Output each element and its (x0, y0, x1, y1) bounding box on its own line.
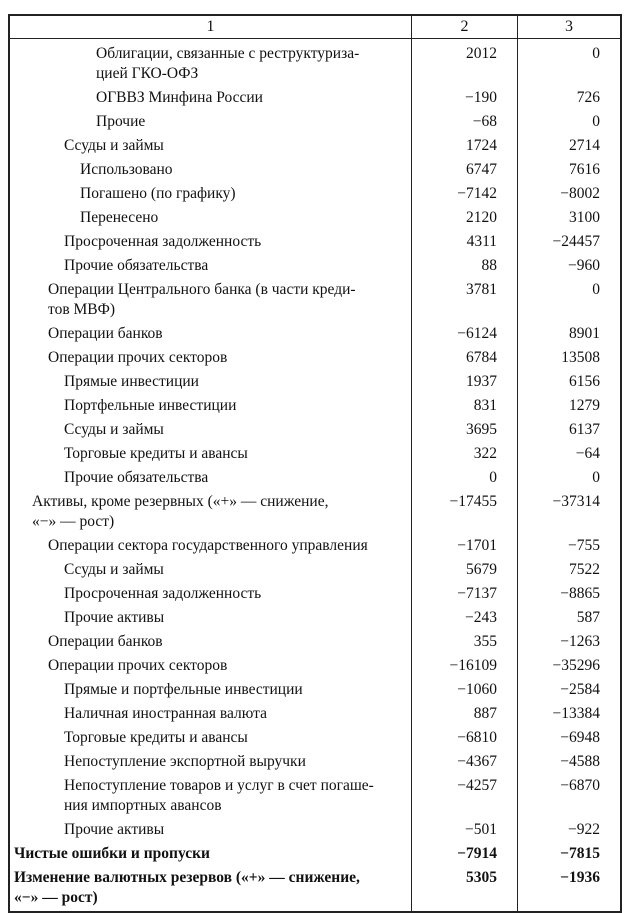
row-value-col-3: 587 (576, 609, 600, 626)
row-label: Прочие обязательства (10, 253, 412, 277)
row-value-col-3: −13384 (552, 705, 600, 722)
row-value-col-3: 2714 (569, 137, 600, 154)
row-label: Торговые кредиты и авансы (10, 441, 412, 465)
row-label: Прочие обязательства (10, 465, 412, 489)
row-value-col-3: −960 (568, 257, 600, 274)
table-row (10, 417, 620, 441)
header-col-2: 2 (412, 16, 518, 38)
row-label: Портфельные инвестиции (10, 393, 412, 417)
row-label-line: тов МВФ) (48, 301, 116, 318)
row-value-col-3: −7815 (560, 845, 600, 862)
row-value-col-3: 6137 (569, 421, 600, 438)
row-value-col-3: −4588 (560, 753, 600, 770)
table-row (10, 629, 620, 653)
row-label: Операции сектора государственного управления (10, 533, 412, 557)
row-value-col-2: −1060 (412, 677, 518, 701)
row-value-col-2: 831 (412, 393, 518, 417)
row-label: Ссуды и займы (10, 557, 412, 581)
row-value-col-2: −7142 (412, 181, 518, 205)
row-label: Ссуды и займы (10, 133, 412, 157)
row-value-col-3: −1263 (560, 633, 600, 650)
table-row (10, 85, 620, 109)
table-body (10, 39, 620, 911)
table-row (10, 441, 620, 465)
row-label: Использовано (10, 157, 412, 181)
row-value-col-2: −4367 (412, 749, 518, 773)
row-value-col-2: 1724 (412, 133, 518, 157)
header-col-1: 1 (10, 16, 412, 38)
row-label-line: Непоступление товаров и услуг в счет погаше- (64, 777, 374, 794)
row-value-col-3: 726 (576, 89, 600, 106)
row-value-col-2: 6747 (412, 157, 518, 181)
table-row (10, 181, 620, 205)
row-value-col-3: −2584 (560, 681, 600, 698)
table-row (10, 253, 620, 277)
table-row (10, 605, 620, 629)
row-value-col-2: −1701 (412, 533, 518, 557)
row-value-col-2: 2120 (412, 205, 518, 229)
row-value-col-2: 2012 (412, 39, 518, 85)
row-value-col-2: −16109 (412, 653, 518, 677)
row-label-line: Операции Центрального банка (в части креди- (48, 281, 356, 298)
row-label: Торговые кредиты и авансы (10, 725, 412, 749)
row-value-col-2: −7137 (412, 581, 518, 605)
row-label (10, 489, 412, 533)
row-value-col-2: 3781 (412, 277, 518, 321)
row-value-col-2: −6810 (412, 725, 518, 749)
row-label: Ссуды и займы (10, 417, 412, 441)
table-row (10, 369, 620, 393)
row-label: Операции прочих секторов (10, 653, 412, 677)
row-label-line: Изменение валютных резервов («+» — снижение, (14, 869, 360, 886)
row-value-col-3: −922 (568, 821, 600, 838)
table-row (10, 701, 620, 725)
row-label: Операции банков (10, 321, 412, 345)
row-label-line: «−» — рост) (14, 889, 98, 906)
row-label-line: Облигации, связанные с реструктуриза- (96, 45, 360, 62)
row-label: Чистые ошибки и пропуски (10, 841, 412, 865)
row-label: Просроченная задолженность (10, 229, 412, 253)
table-row (10, 557, 620, 581)
row-value-col-2: 88 (412, 253, 518, 277)
header-col-3: 3 (565, 18, 573, 35)
table-row (10, 725, 620, 749)
row-value-col-3: −755 (568, 537, 600, 554)
row-value-col-3: −8002 (560, 185, 600, 202)
table-row (10, 393, 620, 417)
row-label (10, 865, 412, 911)
table-row (10, 157, 620, 181)
row-value-col-3: −64 (575, 445, 600, 462)
row-label (10, 277, 412, 321)
row-value-col-3: 7522 (569, 561, 600, 578)
row-value-col-3: 0 (592, 469, 600, 486)
row-value-col-2: −501 (412, 817, 518, 841)
row-value-col-2: −68 (412, 109, 518, 133)
table-header-row (10, 16, 620, 39)
row-value-col-3: −24457 (552, 233, 600, 250)
row-label: Прямые инвестиции (10, 369, 412, 393)
row-label: Погашено (по графику) (10, 181, 412, 205)
row-value-col-3: 1279 (569, 397, 600, 414)
row-label-line: цией ГКО-ОФЗ (96, 65, 199, 82)
row-value-col-3: 0 (592, 45, 600, 62)
row-label (10, 773, 412, 817)
row-value-col-2: −17455 (412, 489, 518, 533)
table-row (10, 677, 620, 701)
row-label: Просроченная задолженность (10, 581, 412, 605)
row-value-col-3: −35296 (552, 657, 600, 674)
row-value-col-2: −6124 (412, 321, 518, 345)
row-value-col-2: 887 (412, 701, 518, 725)
row-value-col-2: 355 (412, 629, 518, 653)
table-row (10, 321, 620, 345)
table-row (10, 773, 620, 817)
row-label: Непоступление экспортной выручки (10, 749, 412, 773)
table-row (10, 581, 620, 605)
row-value-col-2: 5679 (412, 557, 518, 581)
row-value-col-2: −4257 (412, 773, 518, 817)
row-value-col-3: −8865 (560, 585, 600, 602)
row-label: ОГВВЗ Минфина России (10, 85, 412, 109)
row-value-col-2: −190 (412, 85, 518, 109)
row-label: Прочие активы (10, 605, 412, 629)
row-value-col-3: 0 (592, 281, 600, 298)
table-row (10, 489, 620, 533)
table-row (10, 229, 620, 253)
row-value-col-3: 6156 (569, 373, 600, 390)
table-row (10, 533, 620, 557)
table-row (10, 817, 620, 841)
row-label: Перенесено (10, 205, 412, 229)
row-value-col-3: 0 (592, 113, 600, 130)
row-value-col-2: 1937 (412, 369, 518, 393)
row-value-col-2: 322 (412, 441, 518, 465)
table-row (10, 865, 620, 911)
row-label: Прямые и портфельные инвестиции (10, 677, 412, 701)
row-value-col-3: 3100 (569, 209, 600, 226)
row-value-col-3: −37314 (552, 493, 600, 510)
table-row (10, 109, 620, 133)
table-row (10, 465, 620, 489)
table-row (10, 39, 620, 85)
row-value-col-2: 4311 (412, 229, 518, 253)
row-value-col-3: −6948 (560, 729, 600, 746)
row-label: Операции прочих секторов (10, 345, 412, 369)
table-row (10, 133, 620, 157)
table-row (10, 277, 620, 321)
table-row (10, 205, 620, 229)
row-value-col-3: 8901 (569, 325, 600, 342)
row-value-col-3: 7616 (569, 161, 600, 178)
row-value-col-2: 3695 (412, 417, 518, 441)
row-value-col-2: 0 (412, 465, 518, 489)
row-label-line: «−» — рост) (32, 513, 115, 530)
row-label: Операции банков (10, 629, 412, 653)
row-value-col-3: −6870 (560, 777, 600, 794)
row-label: Наличная иностранная валюта (10, 701, 412, 725)
row-value-col-2: 5305 (412, 865, 518, 911)
table-row (10, 749, 620, 773)
row-value-col-2: 6784 (412, 345, 518, 369)
row-label-line: ния импортных авансов (64, 797, 222, 814)
table-row (10, 653, 620, 677)
row-label (10, 39, 412, 85)
table-row (10, 345, 620, 369)
row-value-col-3: 13508 (561, 349, 600, 366)
row-value-col-2: −7914 (412, 841, 518, 865)
table-row (10, 841, 620, 865)
row-label: Прочие (10, 109, 412, 133)
row-value-col-2: −243 (412, 605, 518, 629)
row-label-line: Активы, кроме резервных («+» — снижение, (32, 493, 329, 510)
row-label: Прочие активы (10, 817, 412, 841)
row-value-col-3: −1936 (560, 869, 600, 886)
balance-of-payments-table (8, 14, 622, 913)
